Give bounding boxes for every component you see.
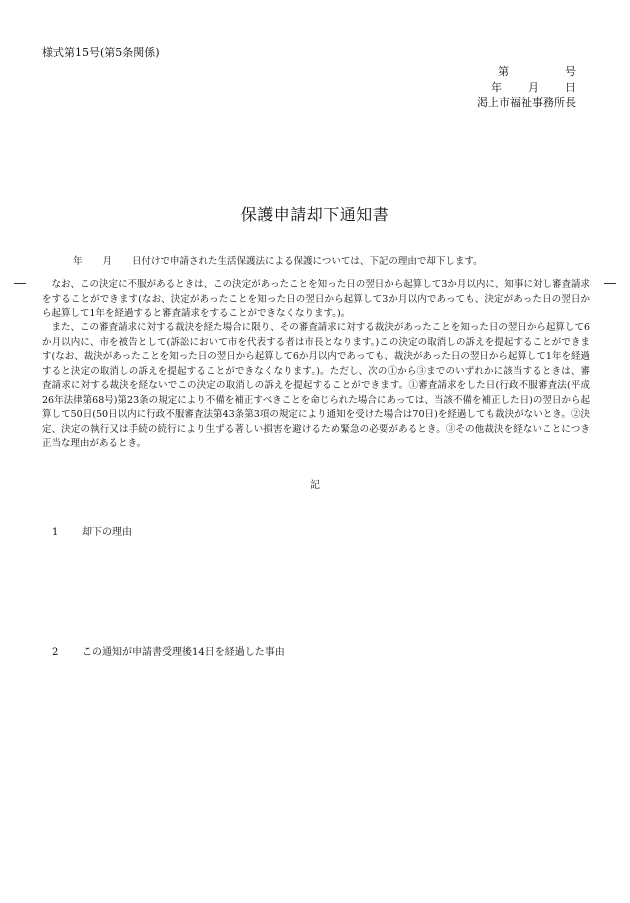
document-number-line (498, 63, 576, 79)
form-number: 様式第15号(第5条関係) (42, 46, 160, 59)
lead-text: 日付けで申請された生活保護法による保護については、下記の理由で却下します。 (132, 256, 483, 267)
right-fold-mark (604, 283, 616, 284)
number-prefix: 第 (498, 65, 509, 78)
section-label: 却下の理由 (82, 527, 132, 538)
section-number: 2 (52, 647, 59, 658)
document-title: 保護申請却下通知書 (240, 205, 390, 224)
left-fold-mark (14, 283, 26, 284)
section-rejection-reason (52, 523, 132, 538)
issue-date-line (491, 79, 576, 95)
ki-heading: 記 (310, 480, 320, 491)
section-label: この通知が申請書受理後14日を経過した事由 (82, 647, 285, 658)
appeal-notice-paragraph-1: なお、この決定に不服があるときは、この決定があったことを知った日の翌日から起算して3か月以内に、知事に対し審査請求をすることができます(なお、決定があったことを知った日の翌日から起算して3か月以内であっても、決定があった日の翌日から起算して1年を経過すると審査請求をすることができなくなります。)。 (42, 279, 590, 319)
date-year: 年 (491, 81, 502, 94)
number-suffix: 号 (565, 65, 576, 78)
section-number: 1 (52, 527, 59, 538)
lead-sentence (73, 253, 483, 267)
appeal-notice-paragraph-2: また、この審査請求に対する裁決を経た場合に限り、その審査請求に対する裁決があったことを知った日の翌日から起算して6か月以内に、市を被告として(訴訟において市を代表する者は市長となります。)この決定の取消しの訴えを提起することができます(なお、裁決があったことを知った日の翌日から起算して6か月以内であっても、裁決があった日の翌日から起算して1年を経過すると決定の取消しの訴えを提起することができなくなります。)。ただし、次の①から③までのいずれかに該当するときは、審査請求に対する裁決を経ないでこの決定の取消しの訴えを提起することができます。①審査請求をした日(行政不服審査法(平成26年法律第68号)第23条の規定により不備を補正すべきことを命じられた場合にあっては、当該不備を補正した日)の翌日から起算して50日(50日以内に行政不服審査法第43条第3項の規定により通知を受けた場合は70日)を経過しても裁決がないとき。②決定、決定の執行又は手続の続行により生ずる著しい損害を避けるため緊急の必要があるとき。③その他裁決を経ないことにつき正当な理由があるとき。 (42, 322, 590, 449)
issuer-name: 渇上市福祉事務所長 (477, 96, 576, 109)
lead-month: 月 (102, 256, 113, 267)
lead-year: 年 (73, 256, 83, 267)
date-month: 月 (528, 81, 539, 94)
section-delay-reason (52, 643, 285, 658)
date-day: 日 (565, 81, 576, 94)
